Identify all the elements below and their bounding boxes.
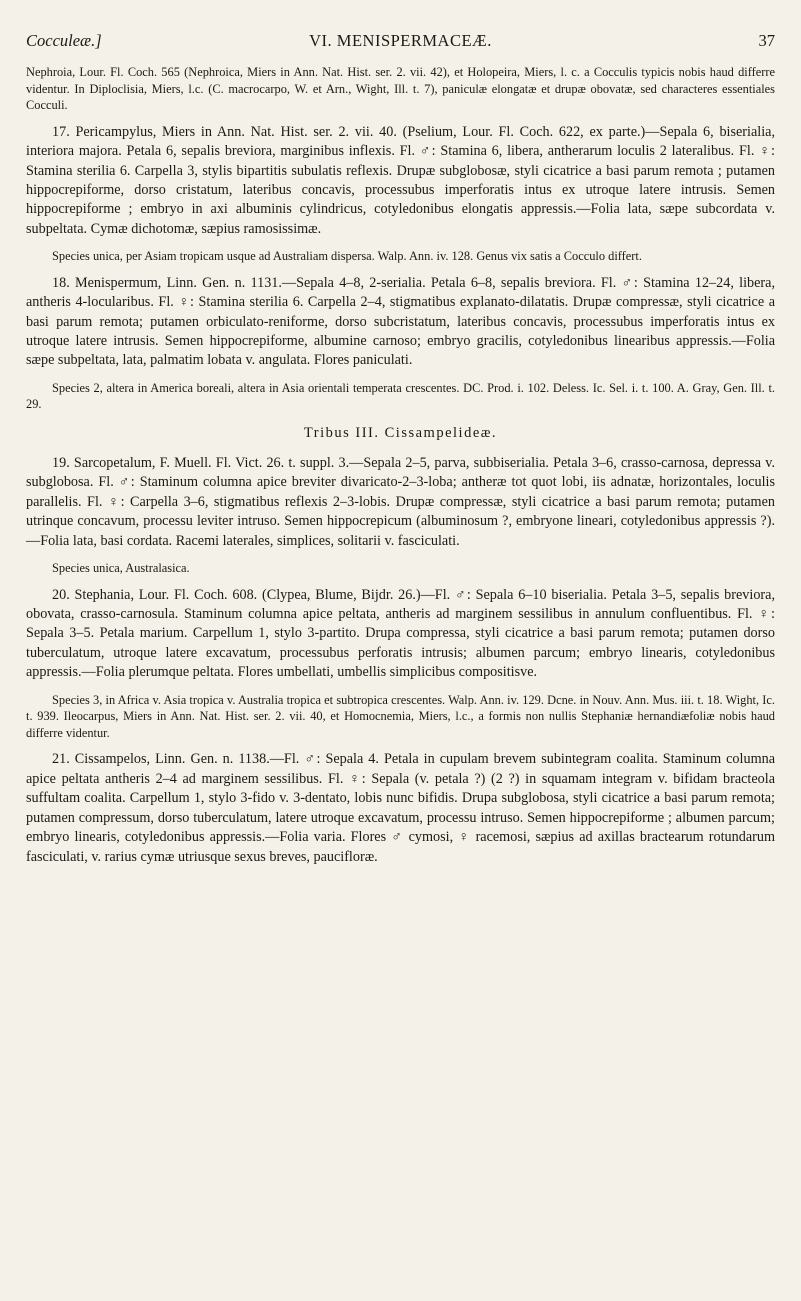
genus-stephania: 20. Stephania, Lour. Fl. Coch. 608. (Clypea, Blume, Bijdr. 26.)—Fl. ♂: Sepala 6–10 biserialia. Petala 3–5, sepalis breviora, obovata, crasso-carnosula. Staminum columna apice peltata, antheris ad marginem sessilibus in annulum confluentibus. Fl. ♀: Sepala 3–5. Petala marium. Carpellum 1, stylo 3-partito. Drupa compressa, styli cicatrice a basi parum remota; putamen dorso tuberculatum, utroque latere excavatum, processubus perforatis intrusis; albumen parcum; embryo linearis, cotyledonibus appressis.—Folia plerumque peltata. Flores umbellati, umbellis simplicibus compositisve. [26,586,775,681]
genus-cissampelos: 21. Cissampelos, Linn. Gen. n. 1138.—Fl. ♂: Sepala 4. Petala in cupulam brevem subintegram coalita. Staminum columna apice peltata antheris 2–4 ad marginem sessilibus. Fl. ♀: Sepala (v. petala ?) (2 ?) in squamam integram v. bifidam bracteola suffultam coalita. Carpellum 1, stylo 3-fido v. 3-dentato, lobis nunc bifidis. Drupa subglobosa, styli cicatrice a basi parum remota; putamen compressum, dorso tuberculatum, latere utroque excavatum, processu intruso. Semen hippocrepiforme ; albumen parcum; embryo linearis, cotyledonibus appressis.—Folia varia. Flores ♂ cymosi, ♀ racemosi, sæpius ad axillas bractearum rotundarum fasciculati, v. rarius cymæ utriusque sexus breves, paucifloræ. [26,751,775,865]
page-number: 37 [758,31,775,50]
note-menispermum: Species 2, altera in America boreali, altera in Asia orientali temperata crescentes. DC. Prod. i. 102. Deless. Ic. Sel. i. t. 100. A. Gray, Gen. Ill. t. 29. [26,380,775,412]
genus-pericampylus: 17. Pericampylus, Miers in Ann. Nat. Hist. ser. 2. vii. 40. (Pselium, Lour. Fl. Coch. 622, ex parte.)—Sepala 6, biserialia, interiora majora. Petala 6, sepalis breviora, marginibus inflexis. Fl. ♂: Stamina 6, libera, antherarum loculis 2 lateralibus. Fl. ♀: Stamina sterilia 6. Carpella 3, stylis bipartitis subulatis reflexis. Drupæ subglobosæ, styli cicatrice a basi parum remota ; putamen hippocrepiforme, dorso cristatum, lateribus concavis, processubus imperforatis intus ex utroque latere intrusis. Semen hippocrepiforme ; embryo in axi albuminis cylindricus, cotyledonibus elongatis appressis.—Folia lata, sæpe subcordata v. subpeltata. Cymæ dichotomæ, sæpius ramosissimæ. [26,123,775,237]
tribus-heading: Tribus III. Cissampelideæ. [303,425,498,442]
note-nephroia: Nephroia, Lour. Fl. Coch. 565 (Nephroica, Miers in Ann. Nat. Hist. ser. 2. vii. 42), et Holopeira, Miers, l. c. a Cocculis typicis nobis haud differre videntur. In Diploclisia, Miers, l.c. (C. macrocarpo, W. et Arn., Wight, Ill. t. 7), paniculæ elongatæ et drupæ obovatæ, sed characteres essentiales Cocculi. [26,65,775,113]
note-stephania: Species 3, in Africa v. Asia tropica v. Australia tropica et subtropica crescentes. Walp. Ann. iv. 129. Dcne. in Nouv. Ann. Mus. iii. t. 18. Wight, Ic. t. 939. Ileocarpus, Miers in Ann. Nat. Hist. ser. 2. vii. 40, et Homocnemia, Miers, l.c., a formis non nullis Stephaniæ hernandiæfoliæ nobis haud differre videntur. [26,692,775,740]
genus-sarcopetalum: 19. Sarcopetalum, F. Muell. Fl. Vict. 26. t. suppl. 3.—Sepala 2–5, parva, subbiserialia. Petala 3–6, crasso-carnosa, depressa v. subglobosa. Fl. ♂: Staminum columna apice breviter divaricato-2–3-loba; antheræ tot quot lobi, iis adnatæ, horizontales, loculis parallelis. Fl. ♀: Carpella 3–6, stigmatibus reflexis 2–3-lobis. Drupæ compressæ, styli cicatrice a basi parum remota; putamen utrinque concavum, processu leviter intruso. Semen hippocrepicum (albuminosum ?, embryone lineari, cotyledonibus appressis ?).—Folia lata, basi cordata. Racemi laterales, simplices, solitarii v. fasciculati. [26,455,775,549]
page-body [26,64,775,867]
note-pericampylus: Species unica, per Asiam tropicam usque ad Australiam dispersa. Walp. Ann. iv. 128. Genus vix satis a Cocculo differt. [52,249,642,264]
family-heading: VI. MENISPERMACEÆ. [309,31,492,50]
note-sarcopetalum: Species unica, Australasica. [52,561,190,576]
section-label: Cocculeæ.] [26,31,102,50]
genus-menispermum: 18. Menispermum, Linn. Gen. n. 1131.—Sepala 4–8, 2-serialia. Petala 6–8, sepalis breviora. Fl. ♂: Stamina 12–24, libera, antheris 4-locularibus. Fl. ♀: Stamina sterilia 6. Carpella 2–4, stigmatibus explanato-dilatatis. Drupæ compressæ, styli cicatrice a basi parum remota; putamen orbiculato-reniforme, dorso subcristatum, lateribus concavis, processubus imperforatis intus ex utroque latere intrusis. Semen hippocrepiforme, albumine carnoso; embryo gracilis, cotyledonibus linearibus appressis.—Folia sæpe subpeltata, lata, palmatim lobata v. angulata. Flores paniculati. [26,274,775,369]
running-head [26,31,775,53]
